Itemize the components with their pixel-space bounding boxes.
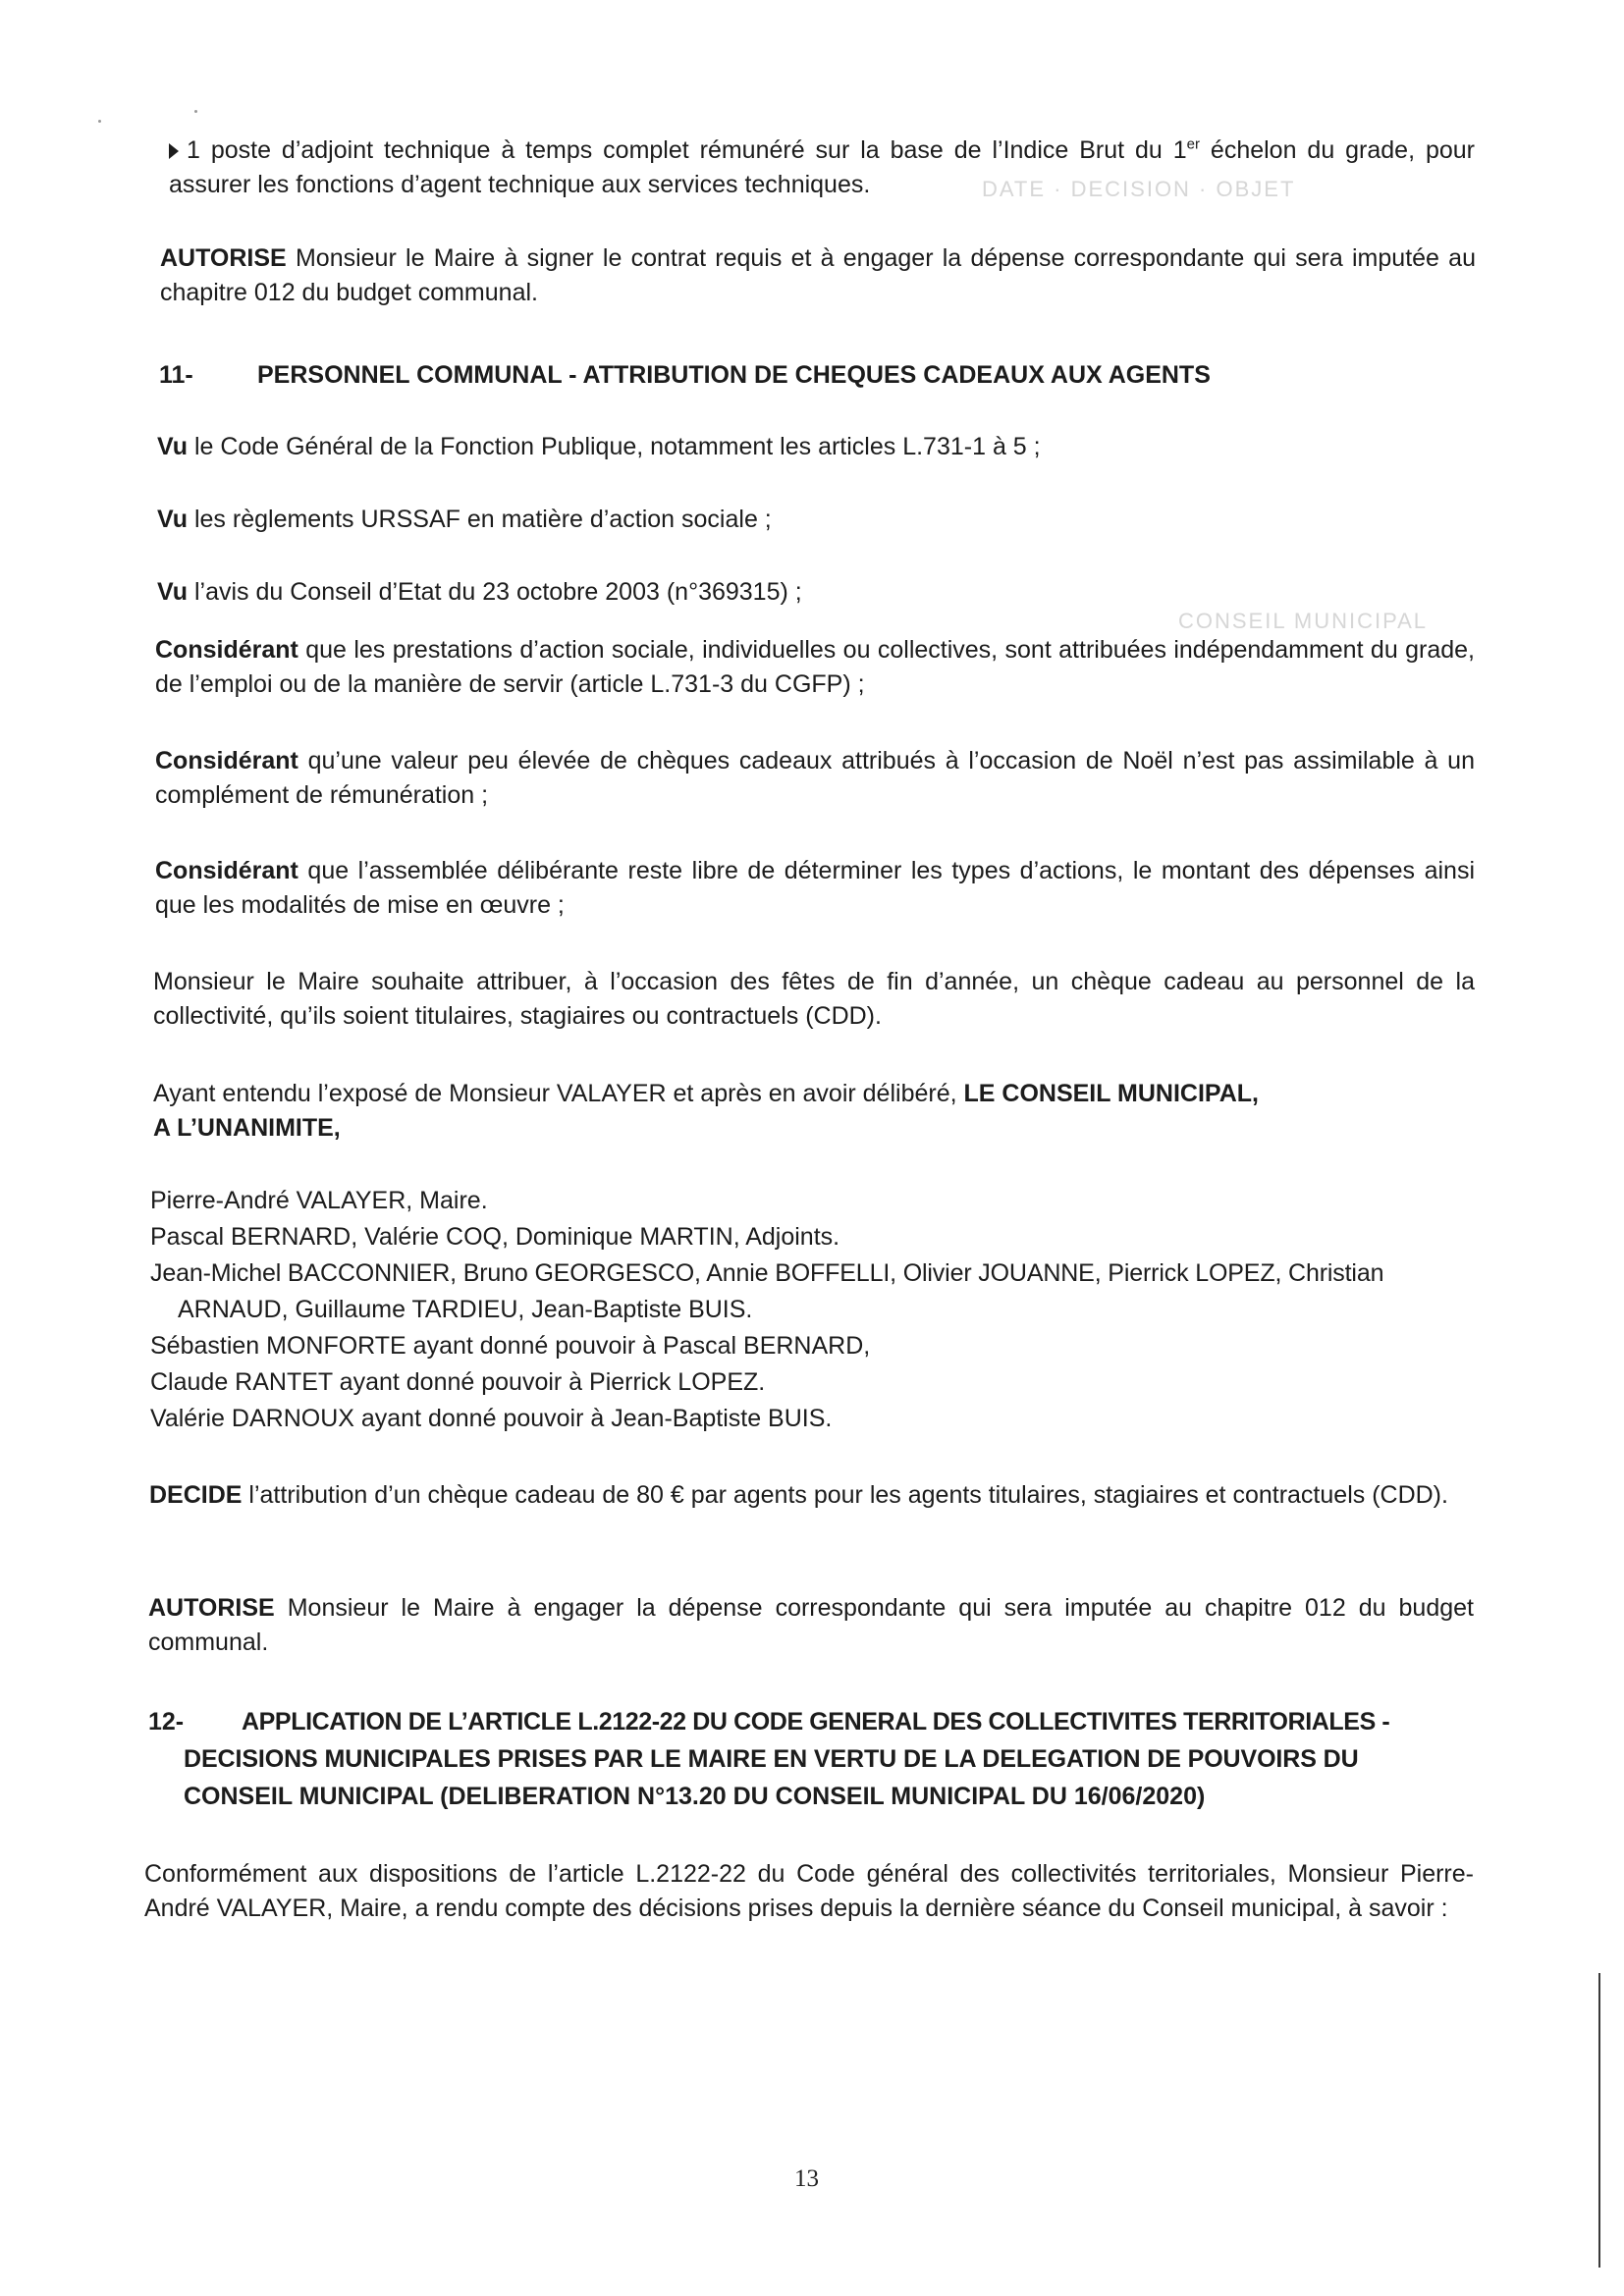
autorise-keyword: AUTORISE <box>160 244 287 272</box>
bleed-through-mark: DATE · DECISION · OBJET <box>982 177 1296 201</box>
considerant-paragraph-3 <box>155 854 1475 923</box>
autorise-paragraph-1 <box>160 241 1476 310</box>
autorise-paragraph-2 <box>148 1591 1474 1660</box>
deliberation-text: Ayant entendu l’exposé de Monsieur VALAYER et après en avoir délibéré, <box>153 1080 964 1107</box>
vu-text: le Code Général de la Fonction Publique, notamment les articles L.731-1 à 5 ; <box>188 433 1041 460</box>
autorise-keyword: AUTORISE <box>148 1594 275 1622</box>
attendee-line: Valérie DARNOUX ayant donné pouvoir à Jean-Baptiste BUIS. <box>150 1405 833 1432</box>
considerant-keyword: Considérant <box>155 636 298 664</box>
deliberation-paragraph <box>153 1077 1475 1146</box>
decide-paragraph <box>149 1478 1475 1513</box>
bullet-paragraph <box>169 133 1475 202</box>
page-number: 13 <box>794 2165 819 2192</box>
considerant-paragraph-2 <box>155 744 1475 813</box>
vu-line-2 <box>157 503 1473 537</box>
attendee-line: Claude RANTET ayant donné pouvoir à Pierrick LOPEZ. <box>150 1368 766 1396</box>
attendee-line: Pascal BERNARD, Valérie COQ, Dominique MARTIN, Adjoints. <box>150 1223 840 1251</box>
section-number: 11- <box>159 361 193 389</box>
vu-keyword: Vu <box>157 433 189 460</box>
decide-keyword: DECIDE <box>149 1481 243 1509</box>
vu-keyword: Vu <box>157 578 189 606</box>
vu-text: l’avis du Conseil d’Etat du 23 octobre 2003 (n°369315) ; <box>188 578 802 606</box>
decide-text: l’attribution d’un chèque cadeau de 80 € par agents pour les agents titulaires, stagiaires et contractuels (CDD). <box>242 1481 1448 1509</box>
vu-line-3 <box>157 575 1473 610</box>
attendee-line: Jean-Michel BACCONNIER, Bruno GEORGESCO, Annie BOFFELLI, Olivier JOUANNE, Pierrick LOPEZ, Christian <box>150 1259 1384 1287</box>
autorise-text: Monsieur le Maire à engager la dépense correspondante qui sera imputée au chapitre 012 du budget communal. <box>148 1594 1474 1656</box>
considerant-paragraph-1 <box>155 633 1475 702</box>
section-title: PERSONNEL COMMUNAL - ATTRIBUTION DE CHEQUES CADEAUX AUX AGENTS <box>257 361 1211 389</box>
section-number: 12- <box>148 1708 185 1735</box>
souhaite-paragraph: Monsieur le Maire souhaite attribuer, à l’occasion des fêtes de fin d’année, un chèque cadeau au personnel de la collectivité, qu’ils soient titulaires, stagiaires ou contractuels (CDD). <box>153 968 1475 1030</box>
considerant-text: que l’assemblée délibérante reste libre de déterminer les types d’actions, le montant des dépenses ainsi que les modalités de mise en œuvre ; <box>155 857 1475 919</box>
attendee-line: ARNAUD, Guillaume TARDIEU, Jean-Baptiste BUIS. <box>178 1296 753 1323</box>
attendee-line: Pierre-André VALAYER, Maire. <box>150 1187 488 1214</box>
section-11-heading <box>159 356 1475 396</box>
section-title-line-3: CONSEIL MUNICIPAL (DELIBERATION N°13.20 DU CONSEIL MUNICIPAL DU 16/06/2020) <box>184 1783 1206 1810</box>
bleed-through-mark: CONSEIL MUNICIPAL <box>1178 609 1429 633</box>
vu-keyword: Vu <box>157 506 189 533</box>
attendee-line: Sébastien MONFORTE ayant donné pouvoir à Pascal BERNARD, <box>150 1332 871 1360</box>
arrow-bullet-icon <box>169 143 179 159</box>
conseil-municipal-label: LE CONSEIL MUNICIPAL, <box>963 1080 1259 1107</box>
vu-line-1 <box>157 430 1473 464</box>
section-title-line-1: APPLICATION DE L’ARTICLE L.2122-22 DU CODE GENERAL DES COLLECTIVITES TERRITORIALES - <box>242 1708 1390 1735</box>
considerant-text: que les prestations d’action sociale, individuelles ou collectives, sont attribuées indépendamment du grade, de l’emploi ou de la manière de servir (article L.731-3 du CGFP) ; <box>155 636 1475 698</box>
scan-speck <box>194 110 197 113</box>
considerant-keyword: Considérant <box>155 857 298 884</box>
scan-edge-line <box>1598 1973 1600 2268</box>
attendees-list <box>150 1183 1476 1437</box>
bullet-text-a: 1 poste d’adjoint technique à temps complet rémunéré sur la base de l’Indice Brut du 1 <box>187 136 1187 164</box>
considerant-keyword: Considérant <box>155 747 298 774</box>
bullet-text-b: échelon du grade, pour assurer les fonctions d’agent technique aux services techniques. <box>169 136 1475 198</box>
section-title-line-2: DECISIONS MUNICIPALES PRISES PAR LE MAIRE EN VERTU DE LA DELEGATION DE POUVOIRS DU <box>184 1745 1359 1773</box>
section-12-body: Conformément aux dispositions de l’article L.2122-22 du Code général des collectivités territoriales, Monsieur Pierre-André VALAYER, Maire, a rendu compte des décisions prises depuis la dernière séance du Conseil municipal, à savoir : <box>144 1860 1474 1922</box>
autorise-text: Monsieur le Maire à signer le contrat requis et à engager la dépense correspondante qui sera imputée au chapitre 012 du budget communal. <box>160 244 1476 306</box>
scan-speck <box>98 120 101 123</box>
section-12-heading <box>148 1703 1474 1821</box>
bullet-superscript: er <box>1186 135 1200 153</box>
vu-text: les règlements URSSAF en matière d’action sociale ; <box>188 506 772 533</box>
unanimite-label: A L’UNANIMITE, <box>153 1114 341 1142</box>
considerant-text: qu’une valeur peu élevée de chèques cadeaux attribués à l’occasion de Noël n’est pas assimilable à un complément de rémunération ; <box>155 747 1475 809</box>
